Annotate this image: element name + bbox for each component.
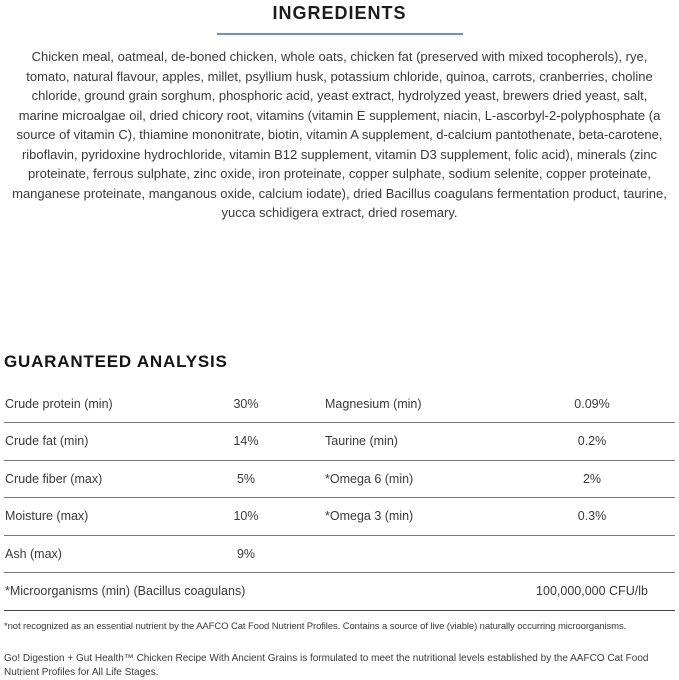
nutrient-label: *Omega 3 (min)	[325, 509, 414, 524]
nutrient-value: 100,000,000 CFU/lb	[536, 584, 648, 599]
asterisk-footnote: *not recognized as an essential nutrient by the AAFCO Cat Food Nutrient Profiles. Contains a source of live (viable) naturally occurring microorganisms.	[4, 620, 627, 632]
nutrient-value: 5%	[236, 471, 256, 486]
nutrient-label: Moisture (max)	[5, 509, 89, 524]
nutrient-label: Crude fiber (max)	[5, 471, 103, 486]
guaranteed-analysis-title: GUARANTEED ANALYSIS	[4, 351, 228, 371]
table-row-microorganisms	[4, 573, 675, 611]
table-row	[4, 386, 675, 424]
nutrient-value: 0.09%	[574, 396, 610, 411]
title-underline-divider	[217, 33, 463, 35]
aafco-statement: Go! Digestion + Gut Health™ Chicken Recipe With Ancient Grains is formulated to meet the nutritional levels established by the AAFCO Cat Food Nutrient Profiles for All Life Stages.	[4, 652, 649, 678]
nutrient-label: Crude protein (min)	[5, 396, 113, 411]
nutrient-label: Ash (max)	[5, 546, 62, 561]
nutrient-value: 2%	[582, 471, 602, 486]
nutrient-label: Magnesium (min)	[325, 396, 422, 411]
nutrient-value: 30%	[233, 396, 259, 411]
nutrient-value: 14%	[233, 434, 259, 449]
nutrient-label: Crude fat (min)	[5, 434, 89, 449]
guaranteed-analysis-table	[0, 386, 679, 611]
nutrient-label: *Omega 6 (min)	[325, 471, 414, 486]
nutrient-value: 10%	[233, 509, 259, 524]
ingredients-text: Chicken meal, oatmeal, de-boned chicken, whole oats, chicken fat (preserved with mixed tocopherols), rye, tomato, natural flavour, apples, millet, psyllium husk, potassium chloride, quinoa, carrots, cranberries, choline chloride, ground grain sorghum, phosphoric acid, yeast extract, hydrolyzed yeast, brewers dried yeast, salt, marine microalgae oil, dried chicory root, vitamins (vitamin E supplement, niacin, L-ascorbyl-2-polyphosphate (a source of vitamin C), thiamine mononitrate, biotin, vitamin A supplement, d-calcium pantothenate, beta-carotene, riboflavin, pyridoxine hydrochloride, vitamin B12 supplement, vitamin D3 supplement, folic acid), minerals (zinc proteinate, ferrous sulphate, zinc oxide, iron proteinate, copper sulphate, sodium selenite, copper proteinate, manganese proteinate, manganous oxide, calcium iodate), dried Bacillus coagulans fermentation product, taurine, yucca schidigera extract, dried rosemary.	[12, 49, 667, 220]
table-row	[4, 423, 675, 461]
nutrient-value: 9%	[236, 546, 256, 561]
nutrient-value: 0.3%	[577, 509, 607, 524]
nutrient-label: *Microorganisms (min) (Bacillus coagulans)	[5, 584, 246, 599]
table-row	[4, 536, 675, 574]
nutrient-value: 0.2%	[577, 434, 607, 449]
table-row	[4, 461, 675, 499]
ingredients-title: INGREDIENTS	[272, 3, 407, 23]
table-row	[4, 498, 675, 536]
nutrient-label: Taurine (min)	[325, 434, 398, 449]
